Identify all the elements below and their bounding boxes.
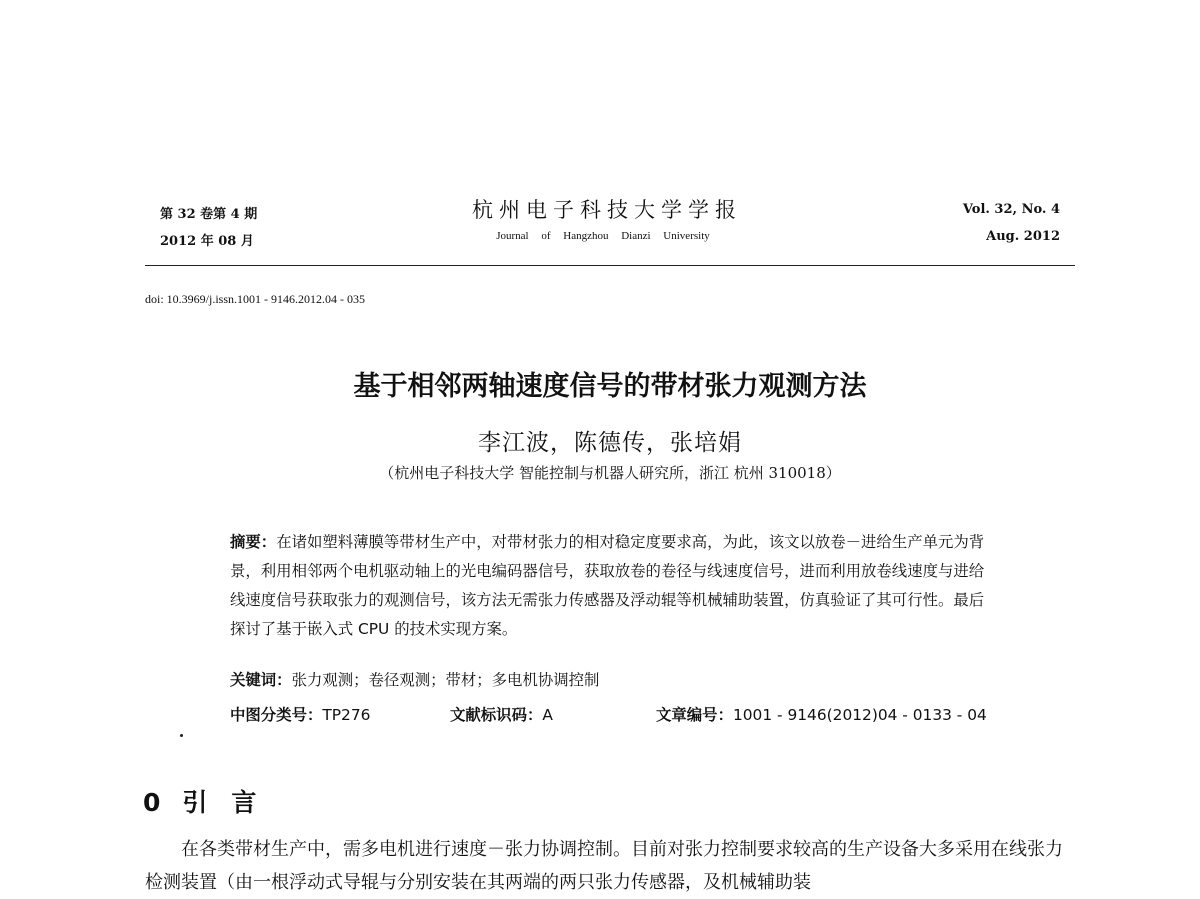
abstract-text: 在诸如塑料薄膜等带材生产中，对带材张力的相对稳定度要求高，为此，该文以放卷－进给生产单元为背景，利用相邻两个电机驱动轴上的光电编码器信号，获取放卷的卷径与线速度信号，进而利用放卷线速度与进给线速度信号获取张力的观测信号，该方法无需张力传感器及浮动辊等机械辅助装置，仿真验证了其可行性。最后探讨了基于嵌入式 CPU 的技术实现方案。 xyxy=(230,533,985,638)
header-rule xyxy=(145,265,1075,266)
clc-label: 中图分类号： xyxy=(230,706,323,724)
keywords-text: 张力观测；卷径观测；带材；多电机协调控制 xyxy=(291,671,600,689)
body-text xyxy=(145,833,1075,899)
article-no-label: 文章编号： xyxy=(656,706,733,724)
journal-title-cn: 杭州电子科技大学学报 xyxy=(472,198,742,222)
abstract xyxy=(230,528,992,644)
clc-value: TP276 xyxy=(322,706,371,724)
section-heading xyxy=(143,783,280,819)
doc-code-value: A xyxy=(542,706,553,724)
section-number: 0 xyxy=(143,788,161,817)
scan-speck xyxy=(180,734,183,737)
keywords-label: 关键词： xyxy=(230,671,292,689)
section-title: 引言 xyxy=(182,788,281,817)
abstract-label: 摘要： xyxy=(230,533,277,551)
document-code xyxy=(450,703,553,725)
article-number xyxy=(656,703,987,725)
clc-number xyxy=(230,703,370,725)
article-no-value: 1001 - 9146(2012)04 - 0133 - 04 xyxy=(732,706,987,724)
volume-issue-en: Vol. 32, No. 4 xyxy=(962,202,1060,217)
doc-code-label: 文献标识码： xyxy=(450,706,543,724)
doi: doi: 10.3969/j.issn.1001 - 9146.2012.04 - 035 xyxy=(145,292,366,306)
issue-date-en: Aug. 2012 xyxy=(986,229,1060,244)
volume-issue: 第 32 卷第 4 期 xyxy=(160,207,258,222)
body-paragraph: 在各类带材生产中，需多电机进行速度－张力协调控制。目前对张力控制要求较高的生产设备大多采用在线张力检测装置（由一根浮动式导辊与分别安装在其两端的两只张力传感器，及机械辅助装 xyxy=(145,839,1063,893)
keywords xyxy=(230,668,599,690)
issue-date-cn: 2012 年 08 月 xyxy=(160,234,254,249)
journal-title-en: Journal of Hangzhou Dianzi University xyxy=(496,230,710,242)
authors: 李江波，陈德传，张培娟 xyxy=(478,430,742,456)
affiliation: （杭州电子科技大学 智能控制与机器人研究所，浙江 杭州 310018） xyxy=(379,464,841,482)
paper-title: 基于相邻两轴速度信号的带材张力观测方法 xyxy=(353,371,867,402)
